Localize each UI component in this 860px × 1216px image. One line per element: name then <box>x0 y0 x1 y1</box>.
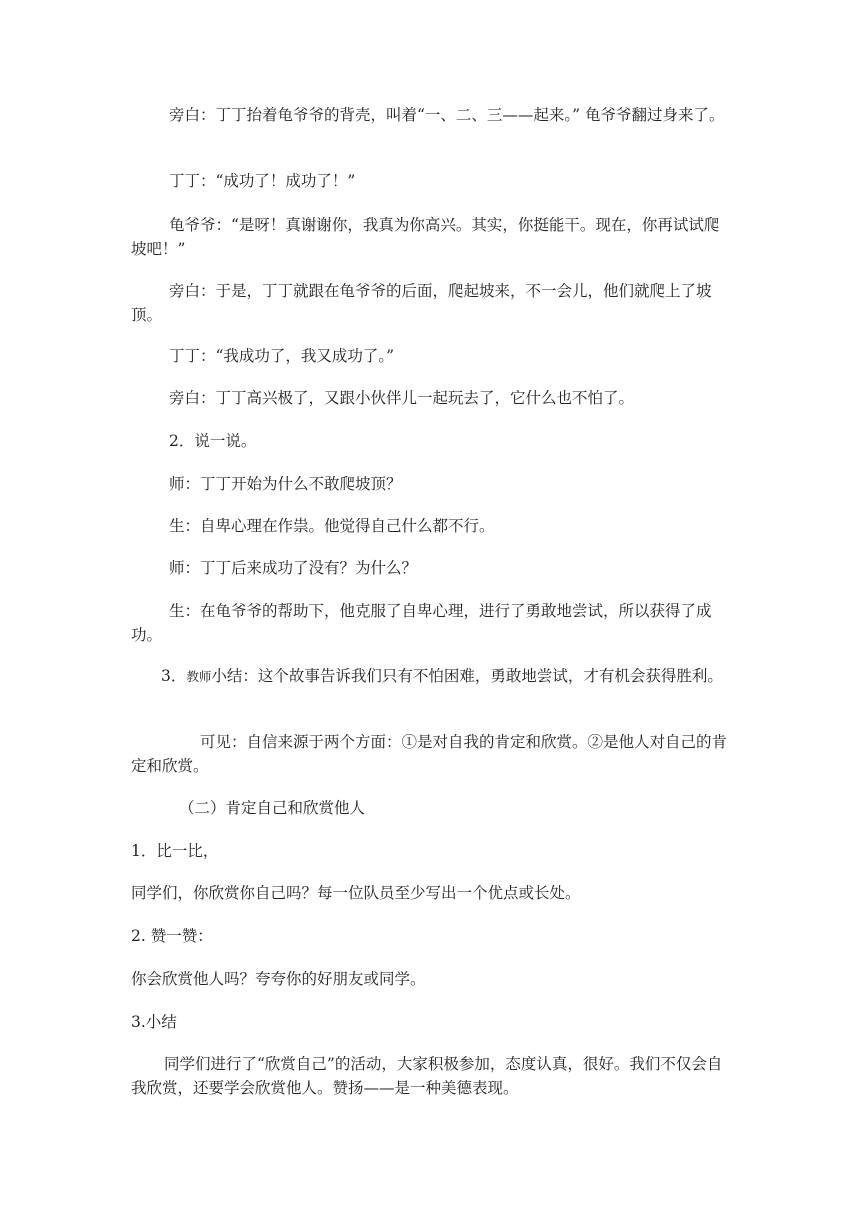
paragraph-grandpa-turtle: 龟爷爷：“是呀！真谢谢你，我真为你高兴。其实，你挺能干。现在，你再试试爬坡吧！” <box>131 216 720 258</box>
paragraph-final: 同学们进行了“欣赏自己”的活动，大家积极参加，态度认真，很好。我们不仅会自我欣赏，还要学会欣赏他人。赞扬——是一种美德表现。 <box>131 1055 723 1097</box>
paragraph-teacher-q1: 师：丁丁开始为什么不敢爬坡顶？ <box>169 475 402 493</box>
paragraph-dingding-2: 丁丁：“我成功了，我又成功了。” <box>169 347 395 365</box>
paragraph-praise: 2. 赞一赞： <box>131 927 213 945</box>
paragraph-narration-1: 旁白：丁丁抬着龟爷爷的背壳，叫着“一、二、三——起来。” 龟爷爷翻过身来了。 <box>169 106 725 124</box>
paragraph-teacher-summary <box>131 664 733 689</box>
summary-label-small: 教师 <box>186 669 212 684</box>
paragraph-step-2: 2．说一说。 <box>169 432 257 450</box>
paragraph-compare: 1．比一比， <box>131 842 219 860</box>
paragraph-narration-2: 旁白：于是，丁丁就跟在龟爷爷的后面，爬起坡来，不一会儿，他们就爬上了坡顶。 <box>131 282 712 324</box>
paragraph-summary-3: 3.小结 <box>131 1013 177 1031</box>
paragraph-appreciate-others: 你会欣赏他人吗？夸夸你的好朋友或同学。 <box>131 970 426 988</box>
section-heading-2: （二）肯定自己和欣赏他人 <box>179 799 366 817</box>
summary-text: 小结：这个故事告诉我们只有不怕困难，勇敢地尝试，才有机会获得胜利。 <box>211 667 723 685</box>
paragraph-dingding-1: 丁丁：“成功了！成功了！” <box>169 172 356 190</box>
paragraph-conclusion: 可见：自信来源于两个方面：①是对自我的肯定和欣赏。②是他人对自己的肯定和欣赏。 <box>131 733 728 775</box>
paragraph-self-appreciation: 同学们，你欣赏你自己吗？每一位队员至少写出一个优点或长处。 <box>131 884 581 902</box>
paragraph-narration-3: 旁白：丁丁高兴极了，又跟小伙伴儿一起玩去了，它什么也不怕了。 <box>169 389 635 407</box>
paragraph-student-a1: 生：自卑心理在作祟。他觉得自己什么都不行。 <box>169 517 495 535</box>
paragraph-student-a2: 生：在龟爷爷的帮助下，他克服了自卑心理，进行了勇敢地尝试，所以获得了成功。 <box>131 602 712 644</box>
summary-number: 3． <box>161 667 187 685</box>
paragraph-teacher-q2: 师：丁丁后来成功了没有？为什么？ <box>169 559 418 577</box>
